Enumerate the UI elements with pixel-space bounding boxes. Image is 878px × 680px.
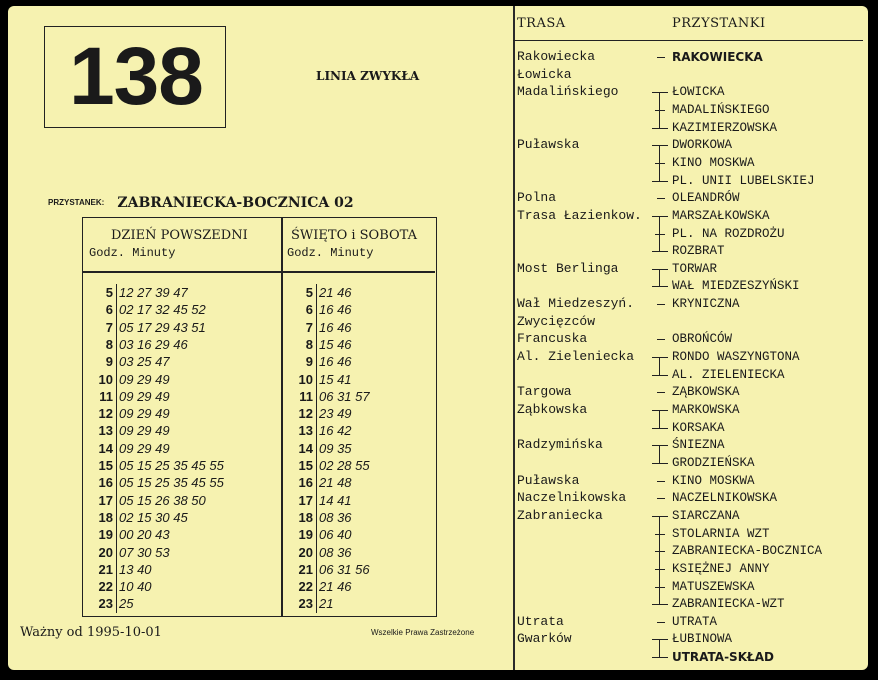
stop-item: NACZELNIKOWSKA [672, 491, 778, 506]
route-connector [652, 295, 668, 313]
minutes-cell: 07 30 53 [119, 544, 170, 560]
hour-cell: 6 [105, 302, 113, 318]
route-connector [652, 401, 668, 419]
hour-cell: 17 [298, 492, 313, 508]
hour-cell: 15 [98, 458, 113, 473]
minutes-cell: 21 [319, 596, 334, 612]
hour-cell: 22 [98, 579, 113, 595]
route-connector [652, 489, 668, 507]
route-row [8, 436, 868, 454]
stop-item: KRYNICZNA [672, 297, 740, 312]
stop-item: MATUSZEWSKA [672, 579, 755, 594]
route-row [8, 119, 868, 137]
route-connector [652, 648, 668, 666]
stop-item: AL. ZIELENIECKA [672, 367, 785, 382]
route-connector [652, 242, 668, 260]
route-connector [652, 83, 668, 101]
hour-cell: 9 [305, 354, 313, 370]
route-row [8, 454, 868, 472]
stop-item: PL. NA ROZDROŻU [672, 226, 785, 241]
route-row [8, 260, 868, 278]
stop-item: ZĄBKOWSKA [672, 385, 740, 400]
street-name: Zabraniecka [517, 507, 603, 523]
route-connector [652, 207, 668, 225]
route-connector [652, 507, 668, 525]
minutes-cell: 02 28 55 [319, 458, 370, 473]
stop-item: RAKOWIECKA [672, 50, 763, 64]
hour-cell: 9 [105, 354, 113, 370]
stop-item: KINO MOSKWA [672, 155, 755, 170]
hour-cell: 20 [298, 544, 313, 560]
rights-notice: Wszelkie Prawa Zastrzeżone [371, 628, 475, 637]
hour-cell: 14 [298, 440, 313, 456]
street-name: Madalińskiego [517, 84, 619, 100]
minutes-cell: 06 31 57 [319, 388, 370, 404]
route-connector [652, 366, 668, 384]
route-row [8, 489, 868, 507]
route-row [8, 630, 868, 648]
street-name: Łowicka [517, 66, 572, 82]
hour-cell: 14 [98, 440, 113, 456]
minutes-cell: 16 46 [319, 354, 352, 370]
route-row [8, 401, 868, 419]
minutes-cell: 02 15 30 45 [119, 509, 188, 525]
hour-cell: 23 [298, 596, 313, 612]
route-connector [652, 154, 668, 172]
stop-item: OLEANDRÓW [672, 191, 740, 206]
hour-cell: 5 [105, 285, 113, 300]
stop-item: ŁOWICKA [672, 85, 725, 100]
minutes-cell: 10 40 [119, 579, 152, 595]
route-connector [652, 383, 668, 401]
route-connector [652, 136, 668, 154]
stop-item: MADALIŃSKIEGO [672, 102, 770, 117]
route-row [8, 277, 868, 295]
street-name: Gwarków [517, 631, 572, 647]
stop-item: DWORKOWA [672, 138, 733, 153]
hour-cell: 19 [98, 527, 113, 543]
route-row [8, 154, 868, 172]
stop-item: SIARCZANA [672, 508, 740, 523]
route-row [8, 225, 868, 243]
route-connector [652, 277, 668, 295]
valid-from: Ważny od 1995-10-01 [20, 625, 162, 640]
minutes-cell: 12 27 39 47 [119, 285, 188, 300]
minutes-cell: 13 40 [119, 561, 152, 577]
street-name: Radzymińska [517, 437, 603, 453]
route-row [8, 48, 868, 66]
street-name: Puławska [517, 472, 580, 488]
route-row [8, 189, 868, 207]
hour-cell: 21 [298, 561, 313, 577]
route-connector [652, 48, 668, 66]
minutes-cell: 16 46 [319, 319, 352, 335]
street-name: Puławska [517, 137, 580, 153]
route-row [8, 366, 868, 384]
minutes-cell: 05 15 26 38 50 [119, 492, 206, 508]
minutes-cell: 21 48 [319, 475, 352, 491]
stop-item: PL. UNII LUBELSKIEJ [672, 173, 815, 188]
stop-item: KORSAKA [672, 420, 725, 435]
hour-cell: 10 [98, 371, 113, 387]
stop-item: ŁUBINOWA [672, 632, 733, 647]
hour-cell: 10 [298, 371, 313, 387]
route-row [8, 330, 868, 348]
route-row [8, 525, 868, 543]
route-connector [652, 419, 668, 437]
minutes-cell: 03 16 29 46 [119, 336, 188, 352]
stop-item: STOLARNIA WZT [672, 526, 770, 541]
minutes-cell: 09 29 49 [119, 423, 170, 439]
route-row [8, 207, 868, 225]
hour-cell: 13 [98, 423, 113, 439]
stop-item: ŚNIEZNA [672, 438, 725, 453]
hour-cell: 18 [298, 509, 313, 525]
minutes-cell: 08 36 [319, 544, 352, 560]
minutes-cell: 16 42 [319, 423, 352, 439]
hour-cell: 12 [98, 406, 113, 422]
route-row [8, 313, 868, 331]
route-connector [652, 348, 668, 366]
street-name: Utrata [517, 613, 564, 629]
street-name: Naczelnikowska [517, 490, 627, 506]
route-connector [652, 330, 668, 348]
route-connector [652, 630, 668, 648]
stop-item: KSIĘŻNEJ ANNY [672, 561, 770, 576]
street-name: Targowa [517, 384, 572, 400]
hour-cell: 22 [298, 579, 313, 595]
minutes-cell: 21 46 [319, 579, 352, 595]
hour-cell: 17 [98, 492, 113, 508]
minutes-cell: 09 29 49 [119, 371, 170, 387]
route-row [8, 542, 868, 560]
hour-cell: 13 [298, 423, 313, 439]
street-name: Francuska [517, 331, 588, 347]
route-header-divider [513, 40, 863, 41]
stop-item: OBROŃCÓW [672, 332, 733, 347]
minutes-cell: 15 46 [319, 336, 352, 352]
street-name: Zwycięzców [517, 313, 596, 329]
route-connector [652, 189, 668, 207]
route-connector [652, 225, 668, 243]
route-row [8, 419, 868, 437]
stop-item: ZABRANIECKA-BOCZNICA [672, 544, 823, 559]
stop-item: MARSZAŁKOWSKA [672, 208, 770, 223]
stop-name: ZABRANIECKA-BOCZNICA 02 [117, 194, 354, 211]
stop-item: RONDO WASZYNGTONA [672, 350, 800, 365]
hour-cell: 19 [298, 527, 313, 543]
route-row [8, 595, 868, 613]
street-name: Most Berlinga [517, 260, 619, 276]
hour-cell: 7 [305, 319, 313, 335]
minutes-cell: 00 20 43 [119, 527, 170, 543]
stop-item: ZABRANIECKA-WZT [672, 597, 785, 612]
route-row [8, 560, 868, 578]
route-row [8, 383, 868, 401]
weekday-title: DZIEŃ POWSZEDNI [111, 228, 248, 243]
route-row [8, 648, 868, 666]
holiday-title: ŚWIĘTO i SOBOTA [291, 228, 418, 243]
hour-cell: 7 [105, 319, 113, 335]
hour-cell: 16 [98, 475, 113, 491]
street-name: Ząbkowska [517, 402, 588, 417]
stop-item: KAZIMIERZOWSKA [672, 120, 778, 135]
minutes-cell: 15 41 [319, 371, 352, 387]
hour-cell: 11 [99, 388, 113, 404]
route-row [8, 136, 868, 154]
minutes-cell: 16 46 [319, 302, 352, 318]
route-connector [652, 542, 668, 560]
minutes-cell: 05 17 29 43 51 [119, 319, 206, 335]
hour-cell: 6 [305, 302, 313, 318]
line-type: LINIA ZWYKŁA [316, 69, 420, 83]
street-name: Wał Miedzeszyń. [517, 296, 635, 312]
minutes-cell: 09 29 49 [119, 440, 170, 456]
route-row [8, 295, 868, 313]
hour-cell: 8 [305, 336, 313, 352]
route-connector [652, 560, 668, 578]
route-row [8, 472, 868, 490]
minutes-cell: 06 31 56 [319, 561, 370, 577]
minutes-cell: 14 41 [319, 492, 352, 508]
street-name: Trasa Łazienkow. [517, 207, 642, 223]
route-connector [652, 101, 668, 119]
hour-cell: 11 [299, 388, 313, 404]
holiday-subtitle: Godz. Minuty [287, 246, 374, 260]
route-connector [652, 454, 668, 472]
route-row [8, 83, 868, 101]
hour-cell: 16 [298, 475, 313, 491]
minutes-cell: 02 17 32 45 52 [119, 302, 206, 318]
stop-item: MARKOWSKA [672, 403, 740, 417]
route-connector [652, 578, 668, 596]
hour-cell: 12 [298, 406, 313, 422]
stop-item: UTRATA-SKŁAD [672, 650, 774, 665]
timetable-sheet [8, 6, 868, 670]
hour-cell: 23 [98, 596, 113, 612]
route-row [8, 101, 868, 119]
stops-column-header: PRZYSTANKI [672, 16, 766, 31]
stop-caption: PRZYSTANEK: [48, 198, 105, 207]
minutes-cell: 05 15 25 35 45 55 [119, 458, 224, 473]
route-connector [652, 613, 668, 631]
stop-item: UTRATA [672, 614, 718, 629]
minutes-cell: 09 29 49 [119, 406, 170, 422]
minutes-cell: 05 15 25 35 45 55 [119, 475, 224, 491]
route-row [8, 578, 868, 596]
hour-cell: 18 [98, 509, 113, 525]
route-connector [652, 119, 668, 137]
route-connector [652, 525, 668, 543]
route-row [8, 507, 868, 525]
stop-item: KINO MOSKWA [672, 473, 755, 488]
hour-cell: 20 [98, 544, 113, 560]
route-connector [652, 595, 668, 613]
minutes-cell: 21 46 [319, 285, 352, 300]
route-row [8, 66, 868, 84]
minutes-cell: 23 49 [319, 406, 352, 422]
route-column-header: TRASA [517, 16, 566, 31]
hour-cell: 15 [298, 458, 313, 473]
minutes-cell: 09 29 49 [119, 388, 170, 404]
route-connector [652, 436, 668, 454]
route-row [8, 172, 868, 190]
hour-cell: 8 [105, 336, 113, 352]
stop-item: ROZBRAT [672, 244, 725, 259]
route-row [8, 242, 868, 260]
route-row [8, 348, 868, 366]
line-number: 138 [69, 31, 203, 122]
hour-cell: 5 [305, 285, 313, 300]
route-connector [652, 472, 668, 490]
route-row [8, 613, 868, 631]
minutes-cell: 09 35 [319, 440, 352, 456]
route-connector [652, 260, 668, 278]
stop-item: GRODZIEŃSKA [672, 455, 755, 470]
minutes-cell: 06 40 [319, 527, 352, 543]
street-name: Rakowiecka [517, 49, 596, 64]
minutes-cell: 25 [119, 596, 134, 612]
street-name: Polna [517, 190, 557, 206]
weekday-subtitle: Godz. Minuty [89, 246, 176, 260]
hour-cell: 21 [98, 561, 113, 577]
minutes-cell: 08 36 [319, 509, 352, 525]
minutes-cell: 03 25 47 [119, 354, 170, 370]
stop-item: WAŁ MIEDZESZYŃSKI [672, 279, 800, 294]
stop-item: TORWAR [672, 261, 718, 276]
street-name: Al. Zieleniecka [517, 349, 635, 365]
route-connector [652, 172, 668, 190]
